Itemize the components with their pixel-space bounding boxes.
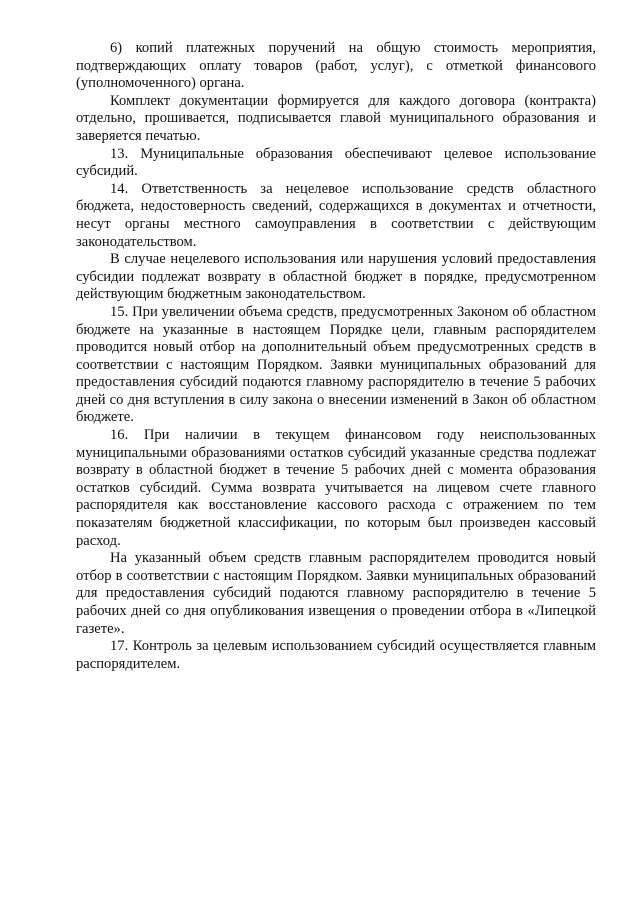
document-page bbox=[76, 40, 596, 673]
paragraph-clause-14: 14. Ответственность за нецелевое использование средств областного бюджета, недостоверность сведений, содержащихся в документах и отчетности, несут органы местного самоуправления в соответствии с действующим законодательством. bbox=[76, 180, 596, 250]
paragraph-new-selection: На указанный объем средств главным распорядителем проводится новый отбор в соответствии с настоящим Порядком. Заявки муниципальных образований для предоставления субсидий подаются главному распорядителю в течение 5 рабочих дней со дня опубликования извещения о проведении отбора в «Липецкой газете». bbox=[76, 550, 596, 637]
paragraph-clause-13: 13. Муниципальные образования обеспечивают целевое использование субсидий. bbox=[76, 145, 596, 180]
paragraph-clause-17: 17. Контроль за целевым использованием субсидий осуществляется главным распорядителем. bbox=[76, 638, 596, 672]
paragraph-item-6-copies: 6) копий платежных поручений на общую стоимость мероприятия, подтверждающих оплату товаров (работ, услуг), с отметкой финансового (уполномоченного) органа. bbox=[76, 40, 596, 92]
paragraph-clause-16: 16. При наличии в текущем финансовом году неиспользованных муниципальными образованиями остатков субсидий указанные средства подлежат возврату в областной бюджет в течение 5 рабочих дней с момента образования остатков субсидий. Сумма возврата учитывается на лицевом счете главного распорядителя как восстановление кассового расхода с отражением по тем показателям бюджетной классификации, по которым был произведен кассовый расход. bbox=[76, 427, 596, 549]
paragraph-clause-15: 15. При увеличении объема средств, предусмотренных Законом об областном бюджете на указанные в настоящем Порядке цели, главным распорядителем проводится новый отбор на дополнительный объем предусмотренных средств в соответствии с настоящим Порядком. Заявки муниципальных образований для предоставления субсидий подаются главному распорядителю в течение 5 рабочих дней со дня вступления в силу закона о внесении изменений в Закон об областном бюджете. bbox=[76, 303, 596, 426]
paragraph-misuse-refund: В случае нецелевого использования или нарушения условий предоставления субсидии подлежат возврату в областной бюджет в порядке, предусмотренном действующим бюджетным законодательством. bbox=[76, 251, 596, 303]
paragraph-document-set: Комплект документации формируется для каждого договора (контракта) отдельно, прошивается, подписывается главой муниципального образования и заверяется печатью. bbox=[76, 92, 596, 144]
